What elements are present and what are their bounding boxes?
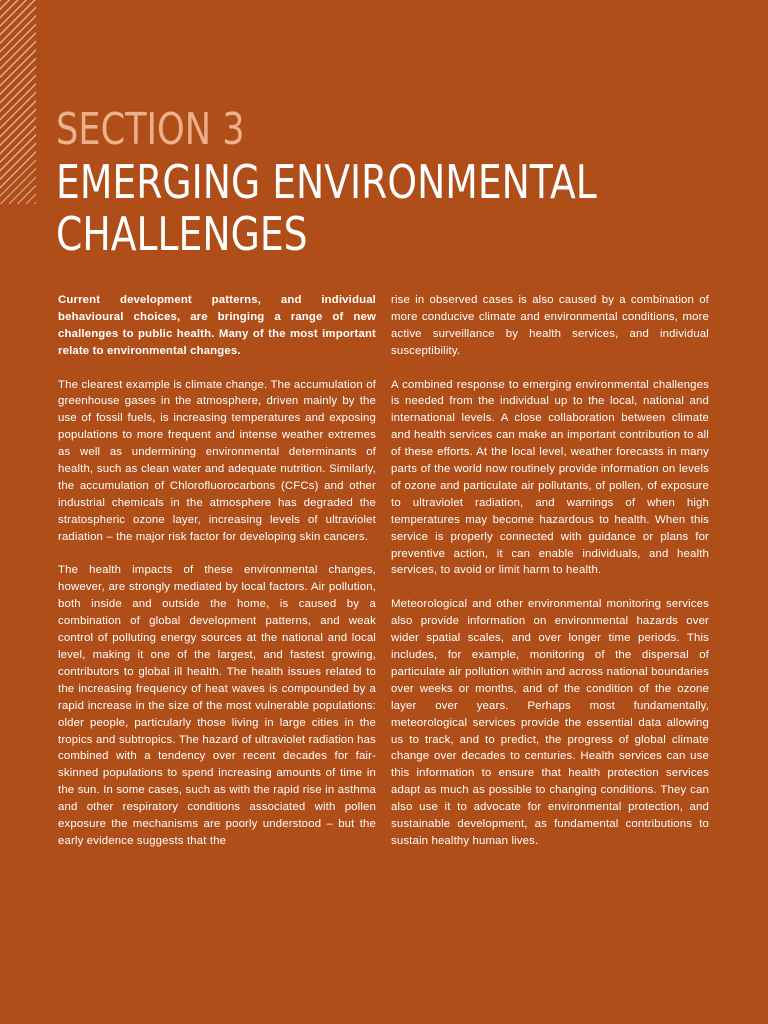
body-paragraph: rise in observed cases is also caused by a combination of more conducive climate and environmental conditions, more active surveillance by health services, and individual susceptibility. <box>391 294 709 357</box>
page-title-line2: CHALLENGES <box>56 207 308 261</box>
body-paragraph: Meteorological and other environmental monitoring services also provide information on environmental hazards over wider spatial scales, and over longer time periods. This includes, for example, monitoring of the dispersal of particulate air pollution within and across national boundaries over weeks or months, and of the condition of the ozone layer over years. Perhaps most fundamentally, meteorological services provide the essential data allowing us to track, and to predict, the progress of global climate change over decades to centuries. Health services can use this information to ensure that health protection services adapt as much as possible to changing conditions. They can also use it to advocate for environmental protection, and sustainable development, as fundamental contributions to sustain healthy human lives. <box>391 598 709 847</box>
body-paragraph: The health impacts of these environmental changes, however, are strongly mediated by local factors. Air pollution, both inside and outside the home, is caused by a combination of global development patterns, and weak control of polluting energy sources at the national and local level, making it one of the largest, and fastest growing, contributors to global ill health. The health issues related to the increasing frequency of heat waves is compounded by a rapid increase in the size of the most vulnerable populations: older people, particularly those living in large cities in the tropics and subtropics. The hazard of ultraviolet radiation has combined with a tendency over recent decades for fair-skinned populations to spend increasing amounts of time in the sun. In some cases, such as with the rapid rise in asthma and other respiratory conditions associated with pollen exposure the mechanisms are poorly understood – but the early evidence suggests that the <box>58 564 376 847</box>
page-title-line1: EMERGING ENVIRONMENTAL <box>56 155 597 209</box>
section-label: SECTION 3 <box>56 104 245 155</box>
hatch-decoration <box>0 0 36 204</box>
intro-paragraph: Current development patterns, and individual behavioural choices, are bringing a range of new challenges to public health. Many of the most important relate to environmental changes. <box>58 294 376 357</box>
body-paragraph: The clearest example is climate change. The accumulation of greenhouse gases in the atmosphere, driven mainly by the use of fossil fuels, is increasing temperatures and exposing populations to more frequent and intense weather extremes as well as undermining environmental determinants of health, such as clean water and adequate nutrition. Similarly, the accumulation of Chlorofluorocarbons (CFCs) and other industrial chemicals in the atmosphere has degraded the stratospheric ozone layer, increasing levels of ultraviolet radiation – the major risk factor for developing skin cancers. <box>58 378 376 543</box>
body-paragraph: A combined response to emerging environmental challenges is needed from the individual up to the local, national and international levels. A close collaboration between climate and health services can make an important contribution to all of these efforts. At the local level, weather forecasts in many parts of the world now routinely provide information on levels of ozone and particulate air pollutants, of pollen, of exposure to ultraviolet radiation, and warnings of when high temperatures may become hazardous to health. When this service is properly connected with guidance or plans for preventive action, it can enable individuals, and health services, to avoid or limit harm to health. <box>391 378 709 577</box>
right-column <box>391 292 709 867</box>
left-column <box>58 292 376 867</box>
section-heading <box>56 104 736 260</box>
